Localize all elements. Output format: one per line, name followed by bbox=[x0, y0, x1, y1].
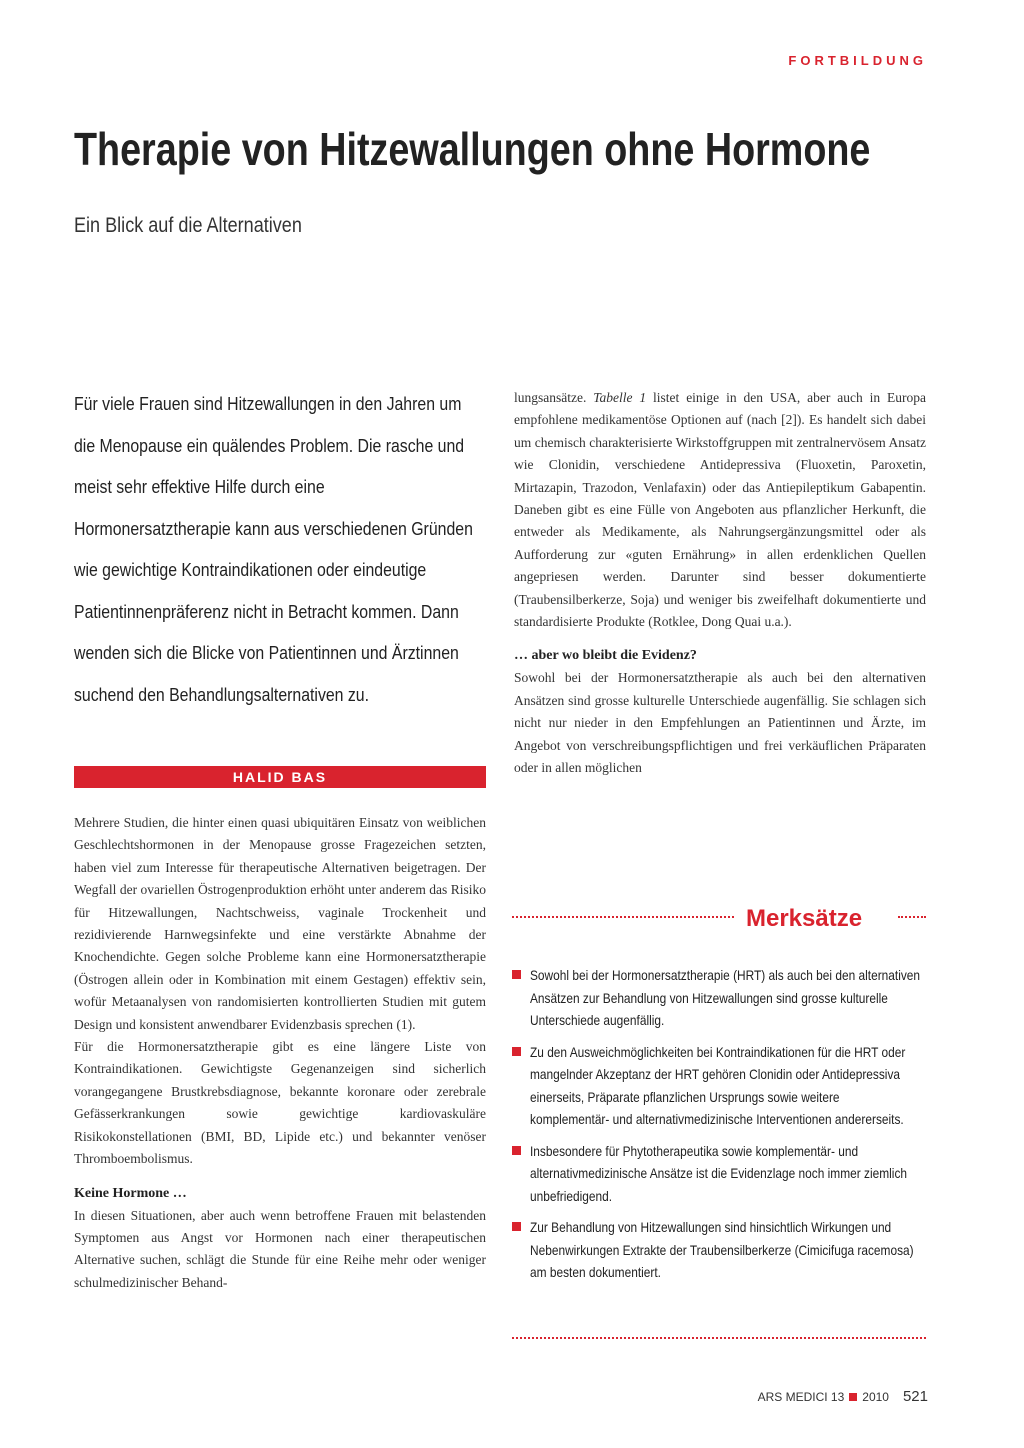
right-column-body bbox=[514, 387, 926, 780]
page-number: 521 bbox=[902, 1388, 928, 1405]
merksatz-item: Zur Behandlung von Hitzewallungen sind hinsichtlich Wirkungen und Nebenwirkungen Extrakte der Traubensilberkerze (Cimicifuga racemosa) am besten dokumentiert. bbox=[512, 1216, 928, 1284]
merksatz-item: Sowohl bei der Hormonersatztherapie (HRT) als auch bei den alternativen Ansätzen zur Behandlung von Hitzewallungen sind grosse kulturelle Unterschiede augenfällig. bbox=[512, 964, 928, 1032]
merksaetze-rule-right bbox=[898, 916, 926, 918]
section-heading: Keine Hormone … bbox=[74, 1185, 187, 1201]
left-column-body bbox=[74, 812, 486, 1294]
square-bullet-icon bbox=[512, 970, 521, 979]
body-paragraph: Mehrere Studien, die hinter einen quasi ubiquitären Einsatz von weiblichen Geschlechtshormonen in der Menopause grosse Fragezeichen setzten, haben viel zum Interesse für therapeutische Alternativen beigetragen. Der Wegfall der ovariellen Östrogenproduktion erhöht unter anderem das Risiko für Hitzewallungen, Nachtschweiss, vaginale Trockenheit und rezidivierende Harnwegsinfekte und eine verstärkte Abnahme der Knochendichte. Gegen solche Probleme kann eine Hormonersatztherapie (Östrogen allein oder in Kombination mit einem Gestagen) effektiv sein, wofür Metaanalysen von randomisierten kontrollierten Studien mit gutem Design und konsistent anwendbarer Evidenzbasis sprechen (1). bbox=[74, 815, 486, 1032]
square-bullet-icon bbox=[512, 1047, 521, 1056]
body-paragraph: Sowohl bei der Hormonersatztherapie als auch bei den alternativen Ansätzen sind grosse kulturelle Unterschiede augenfällig. Sie schlagen sich nicht nur nieder in den Empfehlungen an Patientinnen und Ärzte, im Angebot von verschreibungspflichtigen und frei verkäuflichen Präparaten oder in allen möglichen bbox=[514, 670, 926, 776]
square-bullet-icon bbox=[512, 1222, 521, 1231]
section-label: FORTBILDUNG bbox=[788, 53, 927, 68]
article-subtitle: Ein Blick auf die Alternativen bbox=[74, 214, 302, 237]
merksatz-item: Zu den Ausweichmöglichkeiten bei Kontraindikationen für die HRT oder mangelnder Akzeptanz der HRT gehören Clonidin oder Antidepressiva einerseits, Präparate pflanzlichen Ursprungs sowie weitere komplementär- und alternativmedizinische Interventionen andererseits. bbox=[512, 1041, 928, 1131]
merksaetze-title: Merksätze bbox=[746, 905, 863, 932]
square-separator-icon bbox=[849, 1393, 857, 1401]
page-footer bbox=[758, 1388, 928, 1405]
issue-year: 2010 bbox=[862, 1390, 889, 1404]
table-reference: Tabelle 1 bbox=[593, 390, 647, 405]
journal-name: ARS MEDICI 13 bbox=[757, 1390, 845, 1404]
merksaetze-rule-left bbox=[512, 916, 734, 918]
merksaetze-list bbox=[512, 964, 928, 1293]
author-bar: HALID BAS bbox=[74, 766, 486, 788]
section-heading: … aber wo bleibt die Evidenz? bbox=[514, 648, 697, 664]
body-paragraph: Für die Hormonersatztherapie gibt es eine längere Liste von Kontraindikationen. Gewichtigste Gegenanzeigen sind sicherlich vorangegangene Brustkrebsdiagnose, bekannte koronare oder zerebrale Gefässerkrankungen sowie gewichtige kardiovaskuläre Risikokonstellationen (BMI, BD, Lipide etc.) und bekannter venöser Thromboembolismus. bbox=[74, 1039, 486, 1167]
body-paragraph: In diesen Situationen, aber auch wenn betroffene Frauen mit belastenden Symptomen aus Angst vor Hormonen nach einer therapeutischen Alternative suchen, schlägt die Stunde für eine Reihe mehr oder weniger schulmedizinischer Behand- bbox=[74, 1207, 486, 1290]
article-title: Therapie von Hitzewallungen ohne Hormone bbox=[74, 123, 871, 175]
merksatz-item: Insbesondere für Phytotherapeutika sowie komplementär- und alternativmedizinische Ansätze ist die Evidenzlage noch immer ziemlich unbefriedigend. bbox=[512, 1140, 928, 1208]
merksaetze-rule-bottom bbox=[512, 1337, 926, 1339]
square-bullet-icon bbox=[512, 1146, 521, 1155]
body-paragraph: lungsansätze. Tabelle 1 listet einige in den USA, aber auch in Europa empfohlene medikamentöse Optionen auf (nach [2]). Es handelt sich dabei um chemisch charakterisierte Wirkstoffgruppen mit zentralnervösem Ansatz wie Clonidin, verschiedene Antidepressiva (Fluoxetin, Paroxetin, Mirtazapin, Trazodon, Venlafaxin) oder das Antiepileptikum Gabapentin. Daneben gibt es eine Fülle von Angeboten aus pflanzlicher Herkunft, die entweder als Medikamente, als Nahrungsergänzungsmittel oder als Aufforderung zur «guten Ernährung» in allen erdenklichen Quellen angepriesen werden. Darunter sind besser dokumentierte (Traubensilberkerze, Soja) und weniger bis zweifelhaft dokumentierte und standardisierte Produkte (Rotklee, Dong Quai u.a.). bbox=[514, 390, 926, 630]
lead-paragraph: Für viele Frauen sind Hitzewallungen in den Jahren um die Menopause ein quälendes Problem. Die rasche und meist sehr effektive Hilfe durch eine Hormonersatztherapie kann aus verschiedenen Gründen wie gewichtige Kontraindikationen oder eindeutige Patientinnenpräferenz nicht in Betracht kommen. Dann wenden sich die Blicke von Patientinnen und Ärztinnen suchend den Behandlungsalternativen zu. bbox=[74, 394, 473, 705]
